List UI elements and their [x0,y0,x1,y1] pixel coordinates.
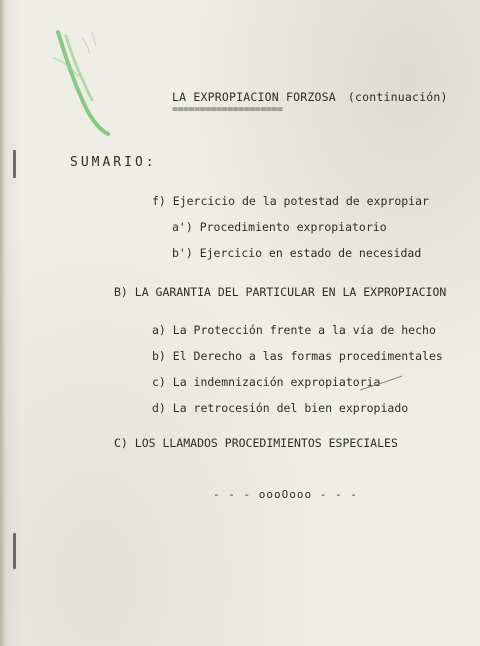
end-mark: - - - oooOooo - - - [213,488,358,501]
title-text: LA EXPROPIACION FORZOSA [172,90,336,104]
title-continuation: (continuación) [347,90,448,104]
section-b: B) LA GARANTIA DEL PARTICULAR EN LA EXPROPIACION [114,285,447,299]
item-d: d) La retrocesión del bien expropiado [152,401,409,415]
sumario-heading: SUMARIO: [70,155,157,170]
staple-bottom [13,533,16,569]
section-c: C) LOS LLAMADOS PROCEDIMIENTOS ESPECIALES [114,436,398,450]
pencil-mark [356,372,406,396]
title-underline: ==================== [172,104,283,115]
item-c: c) La indemnización expropiatoria [152,375,381,389]
item-b: b) El Derecho a las formas procedimentales [152,349,443,363]
item-f: f) Ejercicio de la potestad de expropiar [152,194,429,208]
green-highlighter-mark [52,28,122,138]
item-a-prime: a') Procedimiento expropiatorio [172,220,387,234]
staple-top [13,150,16,178]
document-title [172,90,448,104]
item-a: a) La Protección frente a la vía de hecho [152,323,436,337]
binding-edge-shadow [0,0,6,646]
item-b-prime: b') Ejercicio en estado de necesidad [172,246,422,260]
